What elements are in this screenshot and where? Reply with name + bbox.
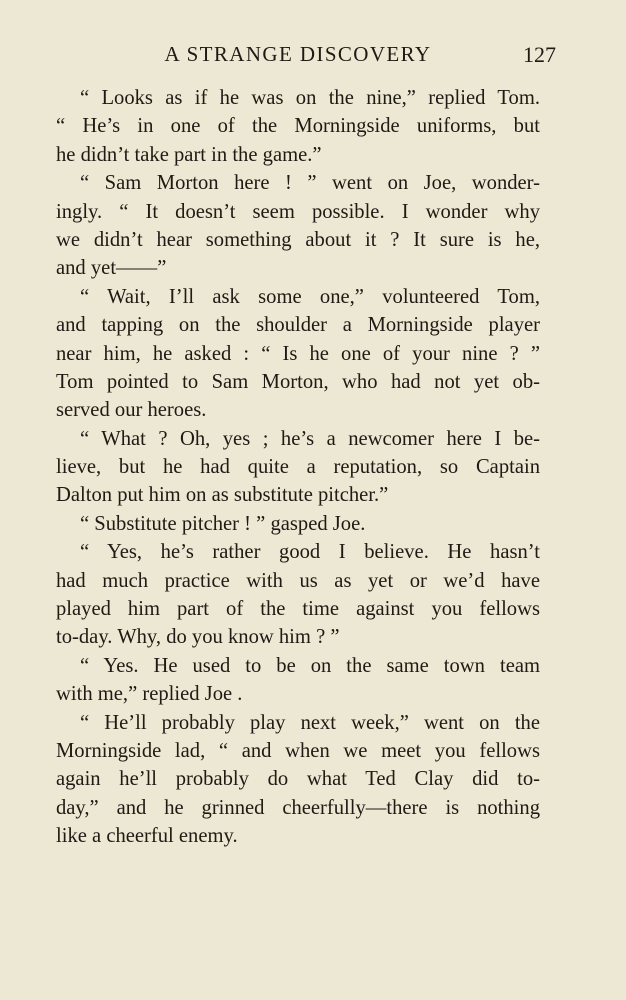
text-line: “ Looks as if he was on the nine,” replied Tom. [80,87,540,109]
running-head-title: A STRANGE DISCOVERY [164,42,432,66]
text-line: Morningside lad, “ and when we meet you fellows [56,739,540,762]
text-line: “ What ? Oh, yes ; he’s a newcomer here I be- [80,427,540,450]
text-line: day,” and he grinned cheerfully—there is nothing [56,796,540,819]
page-number: 127 [523,42,556,67]
text-line: we didn’t hear something about it ? It sure is he, [56,228,540,251]
text-line: lieve, but he had quite a reputation, so Captain [56,456,540,479]
text-line: “ Substitute pitcher ! ” gasped Joe. [80,512,366,535]
text-line: like a cheerful enemy. [56,825,238,848]
text-line: “ He’s in one of the Morningside uniforms, but [56,115,540,138]
text-line: he didn’t take part in the game.” [56,143,322,166]
text-line: Tom pointed to Sam Morton, who had not yet ob- [56,370,540,393]
text-line: to-day. Why, do you know him ? ” [56,626,340,649]
text-line: “ Sam Morton here ! ” went on Joe, wonder- [80,172,540,195]
text-line: served our heroes. [56,399,207,422]
text-line: “ Yes. He used to be on the same town team [80,654,540,677]
text-line: had much practice with us as yet or we’d have [56,569,540,592]
text-line: ingly. “ It doesn’t seem possible. I wonder why [56,200,540,223]
text-line: and tapping on the shoulder a Morningside player [56,314,540,337]
text-line: again he’ll probably do what Ted Clay did to- [56,768,540,791]
text-line: “ Wait, I’ll ask some one,” volunteered Tom, [80,285,540,308]
text-line: “ Yes, he’s rather good I believe. He hasn’t [80,541,540,564]
text-line: played him part of the time against you fellows [56,598,540,621]
text-line: and yet——” [56,257,167,280]
text-line: “ He’ll probably play next week,” went on the [80,711,540,734]
text-line: near him, he asked : “ Is he one of your nine ? ” [56,342,540,365]
text-line: with me,” replied Joe . [56,683,243,706]
body-text [56,84,540,851]
text-line: Dalton put him on as substitute pitcher.” [56,484,389,507]
